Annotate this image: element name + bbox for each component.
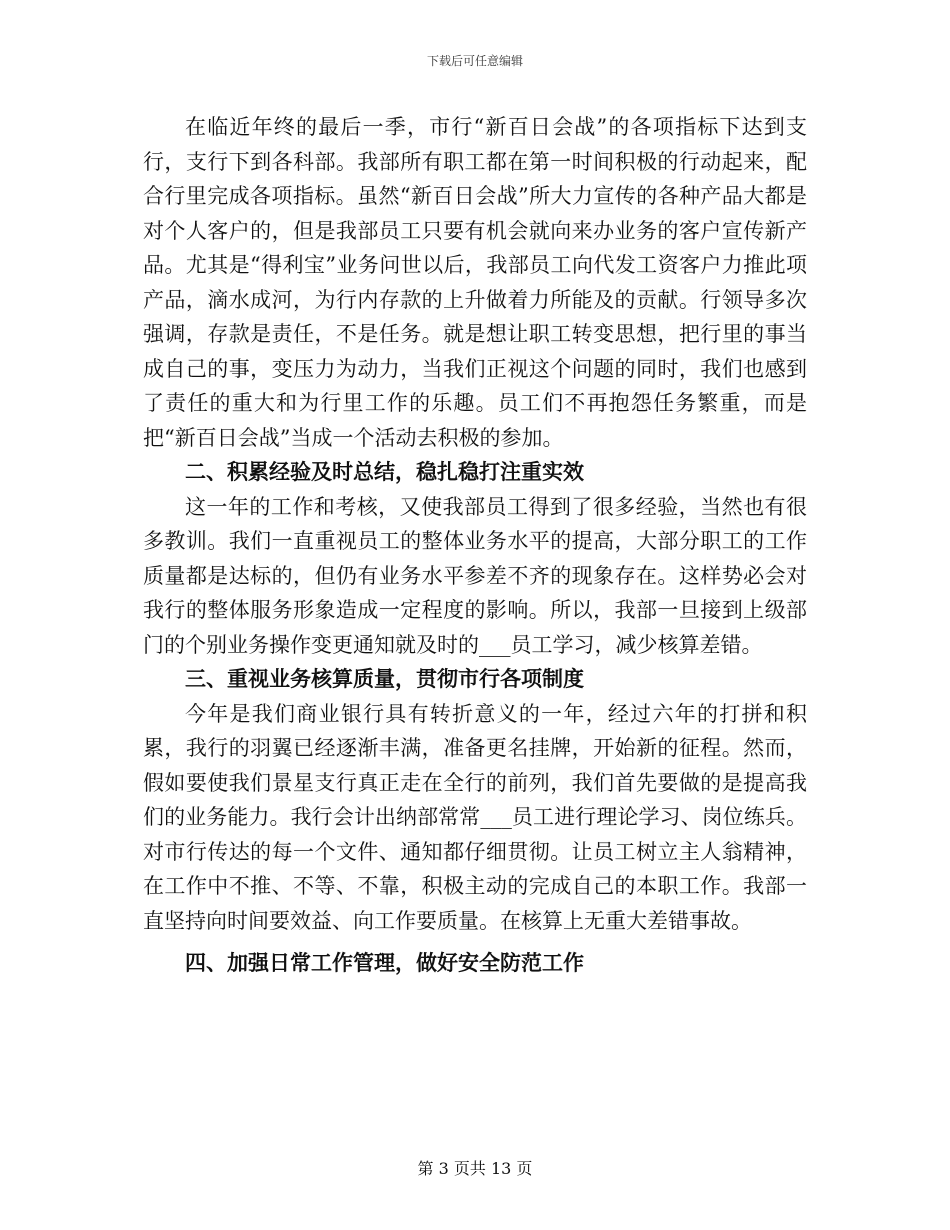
page-number: 第 3 页共 13 页 bbox=[417, 1159, 533, 1178]
header-note: 下载后可任意编辑 bbox=[426, 54, 523, 68]
section-heading-2: 二、积累经验及时总结，稳扎稳打注重实效 bbox=[185, 459, 584, 484]
paragraph-1: 在临近年终的最后一季，市行“新百日会战”的各项指标下达到支行，支行下到各科部。我部所有职工都在第一时间积极的行动起来，配合行里完成各项指标。虽然“新百日会战”所大力宣传的各种产品大都是对个人客户的，但是我部员工只要有机会就向来办业务的客户宣传新产品。尤其是“得利宝”业务问世以后，我部员工向代发工资客户力推此项产品，滴水成河，为行内存款的上升做着力所能及的贡献。行领导多次强调，存款是责任，不是任务。就是想让职工转变思想，把行里的事当成自己的事，变压力为动力，当我们正视这个问题的同时，我们也感到了责任的重大和为行里工作的乐趣。员工们不再抱怨任务繁重，而是把“新百日会战”当成一个活动去积极的参加。 bbox=[143, 115, 807, 450]
section-heading-3: 三、重视业务核算质量，贯彻市行各项制度 bbox=[185, 666, 584, 691]
paragraph-2: 这一年的工作和考核，又使我部员工得到了很多经验，当然也有很多教训。我们一直重视员工的整体业务水平的提高，大部分职工的工作质量都是达标的，但仍有业务水平参差不齐的现象存在。这样势必会对我行的整体服务形象造成一定程度的影响。所以，我部一旦接到上级部门的个别业务操作变更通知就及时的___员工学习，减少核算差错。 bbox=[143, 494, 807, 657]
section-heading-4: 四、加强日常工作管理，做好安全防范工作 bbox=[185, 950, 584, 975]
document-body bbox=[143, 110, 807, 981]
paragraph-3: 今年是我们商业银行具有转折意义的一年，经过六年的打拼和积累，我行的羽翼已经逐渐丰满，准备更名挂牌，开始新的征程。然而，假如要使我们景星支行真正走在全行的前列，我们首先要做的是提高我们的业务能力。我行会计出纳部常常___员工进行理论学习、岗位练兵。对市行传达的每一个文件、通知都仔细贯彻。让员工树立主人翁精神，在工作中不推、不等、不靠，积极主动的完成自己的本职工作。我部一直坚持向时间要效益、向工作要质量。在核算上无重大差错事故。 bbox=[143, 701, 807, 933]
